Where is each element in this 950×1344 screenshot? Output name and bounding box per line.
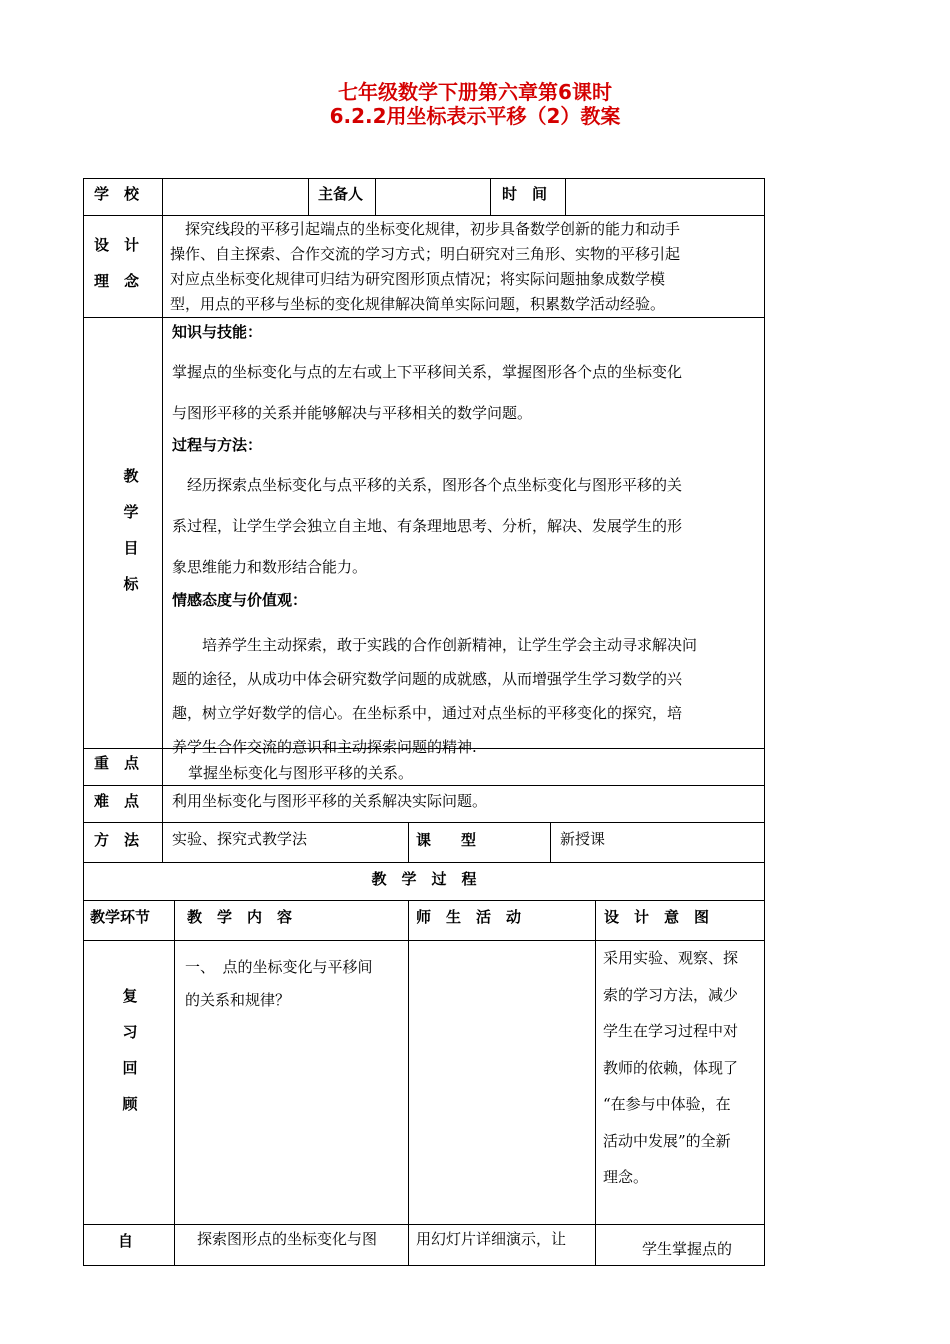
knowledge-line: 掌握点的坐标变化与点的左右或上下平移间关系，掌握图形各个点的坐标变化 xyxy=(172,363,683,381)
emotion-line: 趣，树立学好数学的信心。在坐标系中，通过对点坐标的平移变化的探究，培 xyxy=(172,704,683,722)
goals-label-char: 标 xyxy=(123,575,139,593)
process-method-title: 过程与方法： xyxy=(172,436,263,454)
knowledge-title: 知识与技能： xyxy=(172,323,263,341)
document-title-line1: 七年级数学下册第六章第6课时 xyxy=(338,80,612,104)
review-content xyxy=(185,951,405,1017)
time-label: 时 间 xyxy=(502,185,548,203)
key-point-text: 掌握坐标变化与图形平移的关系。 xyxy=(188,764,414,782)
difficulty-text: 利用坐标变化与图形平移的关系解决实际问题。 xyxy=(172,792,488,810)
goals-label-char: 学 xyxy=(123,503,139,521)
preparer-value-cell xyxy=(375,178,491,216)
design-label-2: 理 念 xyxy=(94,272,140,290)
review-stage-char: 复 xyxy=(122,987,138,1005)
emotion-title: 情感态度与价值观： xyxy=(172,591,308,609)
document-title-line2: 6.2.2用坐标表示平移（2）教案 xyxy=(329,104,621,128)
review-stage-char: 顾 xyxy=(122,1095,138,1113)
emotion-line: 培养学生主动探索，敢于实践的合作创新精神，让学生学会主动寻求解决问 xyxy=(172,636,698,654)
self-stage-label: 自 xyxy=(118,1232,134,1250)
lesson-type-value: 新授课 xyxy=(560,830,606,848)
method-label: 方 法 xyxy=(94,831,140,849)
emotion-line: 题的途径，从成功中体会研究数学问题的成就感，从而增强学生学习数学的兴 xyxy=(172,670,683,688)
review-intent-line: 活动中发展”的全新 xyxy=(603,1131,731,1150)
process-method-line: 经历探索点坐标变化与点平移的关系，图形各个点坐标变化与图形平移的关 xyxy=(172,476,683,494)
col-header-activity: 师 生 活 动 xyxy=(416,908,522,926)
process-method-line: 象思维能力和数形结合能力。 xyxy=(172,558,368,576)
process-method-text xyxy=(172,465,762,588)
design-line: 对应点坐标变化规律可归结为研究图形顶点情况；将实际问题抽象成数学模 xyxy=(170,270,666,288)
review-intent-line: 理念。 xyxy=(603,1168,649,1186)
design-line: 型，用点的平移与坐标的变化规律解决简单实际问题，积累数学活动经验。 xyxy=(170,295,666,313)
self-intent: 学生掌握点的 xyxy=(612,1240,733,1258)
goals-label-char: 教 xyxy=(123,467,139,485)
review-stage-label xyxy=(120,978,140,1122)
review-stage-char: 习 xyxy=(122,1023,138,1041)
process-method-line: 系过程，让学生学会独立自主地、有条理地思考、分析，解决、发展学生的形 xyxy=(172,517,683,535)
goals-label xyxy=(121,458,141,602)
school-value-cell xyxy=(162,178,309,216)
knowledge-text xyxy=(172,352,762,434)
review-intent-line: 采用实验、观察、探 xyxy=(603,949,739,967)
design-line: 探究线段的平移引起端点的坐标变化规律，初步具备数学创新的能力和动手 xyxy=(170,220,681,238)
self-activity: 用幻灯片详细演示，让 xyxy=(416,1230,567,1248)
self-content: 探索图形点的坐标变化与图 xyxy=(182,1230,378,1248)
review-content-line: 的关系和规律？ xyxy=(185,991,291,1009)
preparer-label: 主备人 xyxy=(318,185,364,203)
design-text xyxy=(170,217,760,317)
process-title: 教 学 过 程 xyxy=(371,870,477,888)
review-activity-cell xyxy=(408,940,596,1225)
design-label-1: 设 计 xyxy=(94,236,140,254)
review-stage-char: 回 xyxy=(122,1059,138,1077)
review-intent-line: 索的学习方法，减少 xyxy=(603,985,739,1004)
school-label: 学 校 xyxy=(94,185,140,203)
design-label-cell xyxy=(83,215,163,318)
lesson-type-label: 课 型 xyxy=(416,831,477,849)
emotion-line: 养学生合作交流的意识和主动探索问题的精神. xyxy=(172,738,477,756)
review-intent-line: “在参与中体验，在 xyxy=(603,1095,731,1113)
emotion-text xyxy=(172,628,762,764)
col-header-stage: 教学环节 xyxy=(90,908,151,926)
design-line: 操作、自主探索、合作交流的学习方式；明白研究对三角形、实物的平移引起 xyxy=(170,245,681,263)
goals-label-char: 目 xyxy=(123,539,139,557)
difficulty-label: 难 点 xyxy=(94,792,140,810)
key-point-label: 重 点 xyxy=(94,754,140,772)
review-intent-line: 学生在学习过程中对 xyxy=(603,1022,739,1040)
col-header-intent: 设 计 意 图 xyxy=(604,908,710,926)
review-intent xyxy=(603,940,763,1196)
review-content-line: 一、 点的坐标变化与平移间 xyxy=(185,958,373,976)
time-value-cell xyxy=(565,178,765,216)
col-header-content: 教 学 内 容 xyxy=(187,908,293,926)
review-intent-line: 教师的依赖，体现了 xyxy=(603,1058,739,1077)
method-text: 实验、探究式教学法 xyxy=(172,830,308,848)
knowledge-line: 与图形平移的关系并能够解决与平移相关的数学问题。 xyxy=(172,404,533,422)
